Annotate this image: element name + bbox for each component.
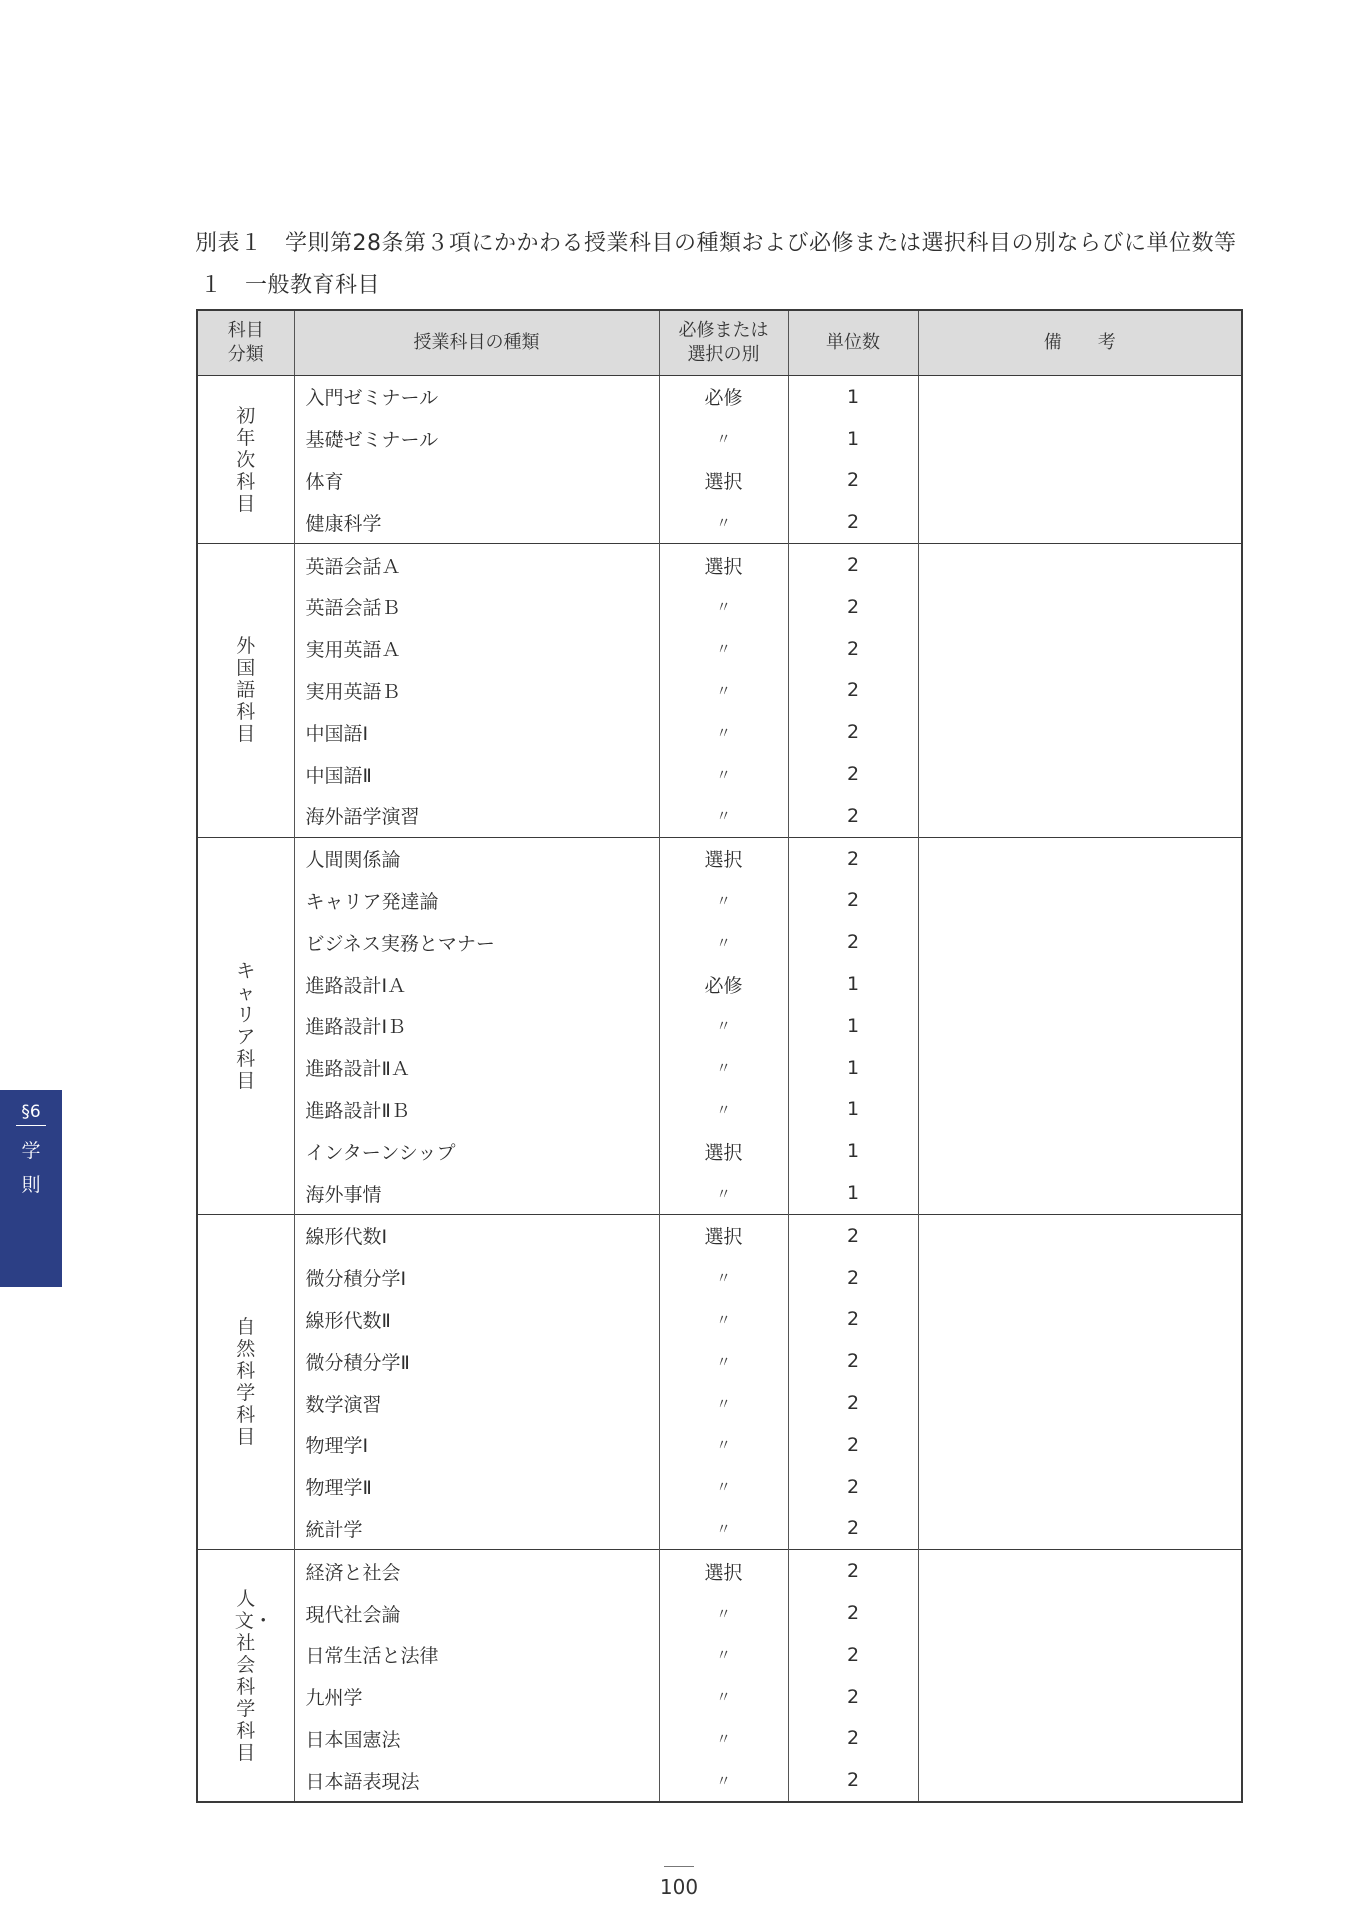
table-row xyxy=(197,1424,1242,1466)
table-row xyxy=(197,1005,1242,1047)
requirement-cell: 選択 xyxy=(659,1130,788,1172)
notes-cell xyxy=(918,1508,1242,1550)
header-notes xyxy=(918,310,1242,376)
subject-cell: 日本国憲法 xyxy=(294,1718,659,1760)
notes-cell xyxy=(918,711,1242,753)
units-cell: 1 xyxy=(788,963,918,1005)
table-row xyxy=(197,753,1242,795)
units-cell: 2 xyxy=(788,880,918,922)
table-row xyxy=(197,1508,1242,1550)
requirement-cell: 必修 xyxy=(659,376,788,418)
table-row xyxy=(197,1466,1242,1508)
subject-cell: 健康科学 xyxy=(294,501,659,543)
section-title: １ 一般教育科目 xyxy=(200,273,381,298)
units-cell: 2 xyxy=(788,1382,918,1424)
notes-cell xyxy=(918,1550,1242,1592)
subject-cell: 進路設計ⅠＢ xyxy=(294,1005,659,1047)
header-units-text: 単位数 xyxy=(826,332,880,353)
header-category-text: 科目 分類 xyxy=(227,320,264,365)
requirement-cell: 〃 xyxy=(659,1257,788,1299)
table-row xyxy=(197,1718,1242,1760)
notes-cell xyxy=(918,376,1242,418)
subject-cell: 基礎ゼミナール xyxy=(294,418,659,460)
units-cell: 1 xyxy=(788,418,918,460)
table-body xyxy=(197,376,1242,1803)
requirement-cell: 〃 xyxy=(659,1676,788,1718)
page-number-rule xyxy=(664,1866,694,1867)
subject-cell: キャリア発達論 xyxy=(294,880,659,922)
units-cell: 2 xyxy=(788,460,918,502)
category-label: 初年次科目 xyxy=(236,404,256,515)
subject-cell: 中国語Ⅱ xyxy=(294,753,659,795)
units-cell: 2 xyxy=(788,837,918,879)
requirement-cell: 〃 xyxy=(659,1089,788,1131)
subject-cell: 海外事情 xyxy=(294,1172,659,1214)
table-row xyxy=(197,1299,1242,1341)
units-cell: 2 xyxy=(788,1550,918,1592)
table-row xyxy=(197,1047,1242,1089)
units-cell: 2 xyxy=(788,711,918,753)
units-cell: 1 xyxy=(788,1005,918,1047)
subject-cell: 英語会話Ｂ xyxy=(294,586,659,628)
table-row xyxy=(197,1550,1242,1592)
units-cell: 2 xyxy=(788,1634,918,1676)
units-cell: 1 xyxy=(788,1047,918,1089)
subject-cell: 英語会話Ａ xyxy=(294,544,659,586)
notes-cell xyxy=(918,1424,1242,1466)
header-subject xyxy=(294,310,659,376)
requirement-cell: 必修 xyxy=(659,963,788,1005)
units-cell: 2 xyxy=(788,1214,918,1256)
subject-cell: 中国語Ⅰ xyxy=(294,711,659,753)
units-cell: 2 xyxy=(788,753,918,795)
units-cell: 2 xyxy=(788,1466,918,1508)
table-row xyxy=(197,711,1242,753)
header-required xyxy=(659,310,788,376)
requirement-cell: 〃 xyxy=(659,1047,788,1089)
notes-cell xyxy=(918,1005,1242,1047)
units-cell: 1 xyxy=(788,1130,918,1172)
subject-cell: 統計学 xyxy=(294,1508,659,1550)
side-tab-label: 学則 xyxy=(21,1140,41,1196)
requirement-cell: 〃 xyxy=(659,670,788,712)
subject-cell: 九州学 xyxy=(294,1676,659,1718)
category-cell xyxy=(197,837,294,1214)
notes-cell xyxy=(918,1299,1242,1341)
units-cell: 1 xyxy=(788,1172,918,1214)
requirement-cell: 選択 xyxy=(659,460,788,502)
requirement-cell: 〃 xyxy=(659,753,788,795)
table-row xyxy=(197,1634,1242,1676)
table-row xyxy=(197,963,1242,1005)
subject-cell: 日常生活と法律 xyxy=(294,1634,659,1676)
notes-cell xyxy=(918,1257,1242,1299)
notes-cell xyxy=(918,1382,1242,1424)
notes-cell xyxy=(918,1340,1242,1382)
table-row xyxy=(197,586,1242,628)
notes-cell xyxy=(918,1214,1242,1256)
table-header-row xyxy=(197,310,1242,376)
requirement-cell: 選択 xyxy=(659,1550,788,1592)
units-cell: 2 xyxy=(788,1424,918,1466)
table-row xyxy=(197,1089,1242,1131)
notes-cell xyxy=(918,1676,1242,1718)
header-notes-text: 備 考 xyxy=(1043,332,1116,353)
subject-cell: 進路設計ⅡＡ xyxy=(294,1047,659,1089)
units-cell: 2 xyxy=(788,1592,918,1634)
subject-cell: 実用英語Ｂ xyxy=(294,670,659,712)
notes-cell xyxy=(918,753,1242,795)
notes-cell xyxy=(918,1047,1242,1089)
units-cell: 2 xyxy=(788,1299,918,1341)
section-side-tab xyxy=(0,1090,62,1287)
table-row xyxy=(197,1340,1242,1382)
units-cell: 2 xyxy=(788,1718,918,1760)
units-cell: 2 xyxy=(788,1340,918,1382)
requirement-cell: 〃 xyxy=(659,1592,788,1634)
notes-cell xyxy=(918,837,1242,879)
category-label: 外国語科目 xyxy=(236,635,256,746)
requirement-cell: 〃 xyxy=(659,1634,788,1676)
notes-cell xyxy=(918,1634,1242,1676)
requirement-cell: 選択 xyxy=(659,544,788,586)
table-title: 別表１ 学則第28条第３項にかかわる授業科目の種類および必修または選択科目の別ならびに単位数等 xyxy=(195,231,1237,256)
subject-cell: 日本語表現法 xyxy=(294,1759,659,1802)
units-cell: 2 xyxy=(788,544,918,586)
notes-cell xyxy=(918,1172,1242,1214)
notes-cell xyxy=(918,1718,1242,1760)
table-row xyxy=(197,376,1242,418)
units-cell: 2 xyxy=(788,921,918,963)
notes-cell xyxy=(918,1759,1242,1802)
subject-cell: 微分積分学Ⅱ xyxy=(294,1340,659,1382)
requirement-cell: 〃 xyxy=(659,1005,788,1047)
subject-cell: 人間関係論 xyxy=(294,837,659,879)
requirement-cell: 〃 xyxy=(659,501,788,543)
subject-cell: 物理学Ⅱ xyxy=(294,1466,659,1508)
requirement-cell: 〃 xyxy=(659,711,788,753)
requirement-cell: 〃 xyxy=(659,1172,788,1214)
subject-cell: 入門ゼミナール xyxy=(294,376,659,418)
notes-cell xyxy=(918,880,1242,922)
notes-cell xyxy=(918,670,1242,712)
subject-cell: 数学演習 xyxy=(294,1382,659,1424)
table-row xyxy=(197,1592,1242,1634)
table-row xyxy=(197,501,1242,543)
requirement-cell: 〃 xyxy=(659,795,788,837)
subject-cell: 海外語学演習 xyxy=(294,795,659,837)
table-row xyxy=(197,544,1242,586)
notes-cell xyxy=(918,544,1242,586)
notes-cell xyxy=(918,628,1242,670)
subject-cell: 物理学Ⅰ xyxy=(294,1424,659,1466)
requirement-cell: 〃 xyxy=(659,921,788,963)
header-category xyxy=(197,310,294,376)
table-row xyxy=(197,418,1242,460)
table-row xyxy=(197,1382,1242,1424)
course-table xyxy=(196,309,1243,1803)
subject-cell: 実用英語Ａ xyxy=(294,628,659,670)
notes-cell xyxy=(918,586,1242,628)
units-cell: 1 xyxy=(788,1089,918,1131)
subject-cell: 進路設計ⅡＢ xyxy=(294,1089,659,1131)
subject-cell: 体育 xyxy=(294,460,659,502)
category-label: 自然科学科目 xyxy=(236,1316,256,1449)
notes-cell xyxy=(918,460,1242,502)
table-row xyxy=(197,1759,1242,1802)
header-units xyxy=(788,310,918,376)
category-cell xyxy=(197,376,294,544)
subject-cell: 進路設計ⅠＡ xyxy=(294,963,659,1005)
header-subject-text: 授業科目の種類 xyxy=(413,332,540,353)
units-cell: 2 xyxy=(788,1257,918,1299)
units-cell: 2 xyxy=(788,670,918,712)
subject-cell: インターンシップ xyxy=(294,1130,659,1172)
notes-cell xyxy=(918,963,1242,1005)
requirement-cell: 〃 xyxy=(659,1382,788,1424)
requirement-cell: 〃 xyxy=(659,1340,788,1382)
notes-cell xyxy=(918,501,1242,543)
table-row xyxy=(197,837,1242,879)
subject-cell: 線形代数Ⅱ xyxy=(294,1299,659,1341)
table-row xyxy=(197,1676,1242,1718)
units-cell: 2 xyxy=(788,628,918,670)
requirement-cell: 〃 xyxy=(659,586,788,628)
units-cell: 2 xyxy=(788,1676,918,1718)
table-row xyxy=(197,460,1242,502)
notes-cell xyxy=(918,921,1242,963)
table-row xyxy=(197,1172,1242,1214)
requirement-cell: 〃 xyxy=(659,1718,788,1760)
subject-cell: 線形代数Ⅰ xyxy=(294,1214,659,1256)
subject-cell: 現代社会論 xyxy=(294,1592,659,1634)
table-row xyxy=(197,880,1242,922)
units-cell: 2 xyxy=(788,795,918,837)
table-row xyxy=(197,670,1242,712)
subject-cell: 微分積分学Ⅰ xyxy=(294,1257,659,1299)
category-cell xyxy=(197,1214,294,1549)
page-number: 100 xyxy=(659,1875,699,1899)
requirement-cell: 〃 xyxy=(659,880,788,922)
requirement-cell: 〃 xyxy=(659,418,788,460)
units-cell: 2 xyxy=(788,501,918,543)
requirement-cell: 〃 xyxy=(659,1508,788,1550)
notes-cell xyxy=(918,1089,1242,1131)
table-row xyxy=(197,1214,1242,1256)
notes-cell xyxy=(918,1466,1242,1508)
category-cell xyxy=(197,1550,294,1802)
units-cell: 2 xyxy=(788,586,918,628)
requirement-cell: 選択 xyxy=(659,837,788,879)
subject-cell: 経済と社会 xyxy=(294,1550,659,1592)
requirement-cell: 〃 xyxy=(659,1424,788,1466)
requirement-cell: 〃 xyxy=(659,1299,788,1341)
requirement-cell: 〃 xyxy=(659,628,788,670)
category-cell xyxy=(197,544,294,838)
units-cell: 1 xyxy=(788,376,918,418)
table-row xyxy=(197,921,1242,963)
notes-cell xyxy=(918,1592,1242,1634)
subject-cell: ビジネス実務とマナー xyxy=(294,921,659,963)
notes-cell xyxy=(918,795,1242,837)
table-row xyxy=(197,795,1242,837)
table-row xyxy=(197,1130,1242,1172)
side-tab-rule xyxy=(16,1125,46,1126)
requirement-cell: 選択 xyxy=(659,1214,788,1256)
units-cell: 2 xyxy=(788,1759,918,1802)
table-row xyxy=(197,628,1242,670)
units-cell: 2 xyxy=(788,1508,918,1550)
table-row xyxy=(197,1257,1242,1299)
category-label: キャリア科目 xyxy=(236,959,256,1092)
notes-cell xyxy=(918,418,1242,460)
header-required-text: 必修または 選択の別 xyxy=(678,320,769,365)
category-label: 人文・社会科学科目 xyxy=(234,1587,273,1764)
side-tab-section: §6 xyxy=(21,1102,41,1122)
requirement-cell: 〃 xyxy=(659,1759,788,1802)
notes-cell xyxy=(918,1130,1242,1172)
requirement-cell: 〃 xyxy=(659,1466,788,1508)
